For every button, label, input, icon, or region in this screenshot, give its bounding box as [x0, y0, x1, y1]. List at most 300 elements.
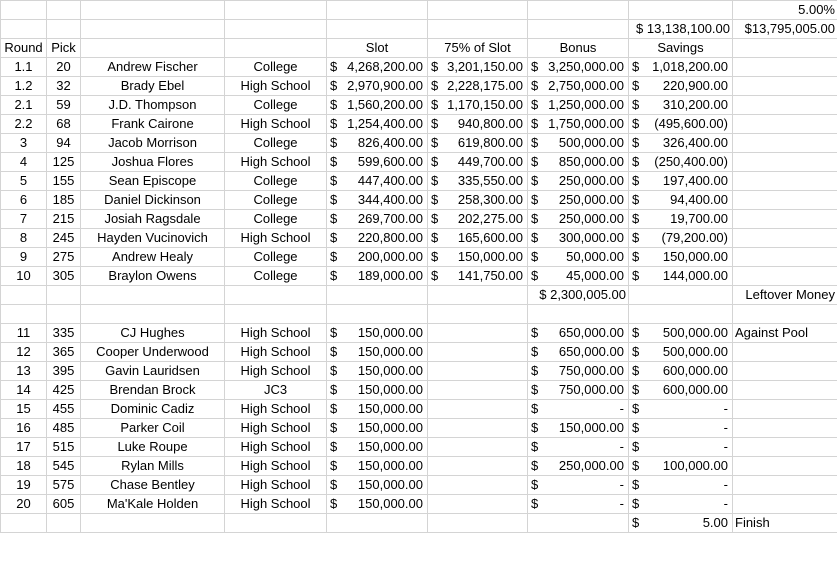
note-cell[interactable]	[733, 343, 837, 362]
round-cell[interactable]: 6	[1, 191, 47, 210]
note-cell[interactable]: Against Pool	[733, 324, 837, 343]
player-name-cell[interactable]: CJ Hughes	[81, 324, 225, 343]
pick-cell[interactable]: 335	[47, 324, 81, 343]
savings-cell[interactable]	[629, 58, 733, 77]
empty-cell[interactable]	[629, 1, 733, 20]
pct-slot-cell[interactable]	[428, 229, 528, 248]
savings-cell[interactable]	[629, 115, 733, 134]
empty-cell[interactable]	[81, 1, 225, 20]
pct-slot-cell[interactable]	[428, 191, 528, 210]
empty-cell[interactable]	[327, 286, 428, 305]
pick-cell[interactable]: 545	[47, 457, 81, 476]
col-header-round[interactable]: Round	[1, 39, 47, 58]
bonus-cell[interactable]	[528, 381, 629, 400]
note-cell[interactable]	[733, 362, 837, 381]
player-name-cell[interactable]: Cooper Underwood	[81, 343, 225, 362]
empty-cell[interactable]	[733, 115, 837, 134]
currency-symbol: $	[431, 173, 439, 188]
player-name-cell[interactable]: Josiah Ragsdale	[81, 210, 225, 229]
pct-slot-cell[interactable]	[428, 248, 528, 267]
bonus-cell[interactable]	[528, 153, 629, 172]
school-cell[interactable]: High School	[225, 438, 327, 457]
school-cell[interactable]: High School	[225, 324, 327, 343]
round-cell[interactable]: 15	[1, 400, 47, 419]
currency-symbol: $	[531, 439, 539, 454]
school-cell[interactable]: College	[225, 172, 327, 191]
currency-symbol: $	[632, 439, 640, 454]
school-cell[interactable]: College	[225, 267, 327, 286]
round-cell[interactable]: 14	[1, 381, 47, 400]
note-cell[interactable]	[733, 476, 837, 495]
round-cell[interactable]: 2.2	[1, 115, 47, 134]
school-cell[interactable]: College	[225, 210, 327, 229]
savings-cell[interactable]	[629, 495, 733, 514]
savings-cell[interactable]	[629, 476, 733, 495]
bonus-subtotal-cell[interactable]: $ 2,300,005.00	[528, 286, 629, 305]
player-name-cell[interactable]: Ma'Kale Holden	[81, 495, 225, 514]
amount: 197,400.00	[662, 173, 728, 188]
slot-cell[interactable]	[327, 343, 428, 362]
school-cell[interactable]: High School	[225, 457, 327, 476]
currency-symbol: $	[330, 496, 338, 511]
empty-cell[interactable]	[225, 305, 327, 324]
savings-cell[interactable]	[629, 438, 733, 457]
school-cell[interactable]: High School	[225, 115, 327, 134]
pick-cell[interactable]: 59	[47, 96, 81, 115]
col-header-slot[interactable]: Slot	[327, 39, 428, 58]
empty-cell[interactable]	[81, 20, 225, 39]
pick-cell[interactable]: 275	[47, 248, 81, 267]
empty-cell[interactable]	[81, 514, 225, 533]
bonus-cell[interactable]	[528, 172, 629, 191]
pick-cell[interactable]: 575	[47, 476, 81, 495]
col-header-75pct[interactable]: 75% of Slot	[428, 39, 528, 58]
round-cell[interactable]: 5	[1, 172, 47, 191]
currency-symbol: $	[531, 458, 539, 473]
currency-symbol: $	[632, 192, 640, 207]
bonus-cell[interactable]	[528, 115, 629, 134]
empty-cell[interactable]	[327, 1, 428, 20]
empty-cell[interactable]	[47, 286, 81, 305]
pick-cell[interactable]: 395	[47, 362, 81, 381]
empty-cell[interactable]	[733, 267, 837, 286]
pick-cell[interactable]: 68	[47, 115, 81, 134]
bonus-cell[interactable]	[528, 248, 629, 267]
bonus-cell[interactable]	[528, 419, 629, 438]
currency-symbol: $	[632, 401, 640, 416]
school-cell[interactable]: High School	[225, 362, 327, 381]
bonus-cell[interactable]	[528, 229, 629, 248]
player-name-cell[interactable]: J.D. Thompson	[81, 96, 225, 115]
slot-cell[interactable]	[327, 324, 428, 343]
currency-symbol: $	[632, 154, 640, 169]
school-cell[interactable]: High School	[225, 77, 327, 96]
note-cell[interactable]	[733, 381, 837, 400]
school-cell[interactable]: High School	[225, 343, 327, 362]
col-header-bonus[interactable]: Bonus	[528, 39, 629, 58]
currency-symbol: $	[330, 230, 338, 245]
pick-cell[interactable]: 245	[47, 229, 81, 248]
slot-cell[interactable]	[327, 210, 428, 229]
savings-cell[interactable]	[629, 77, 733, 96]
round-cell[interactable]: 4	[1, 153, 47, 172]
empty-cell[interactable]	[733, 210, 837, 229]
bonus-cell[interactable]	[528, 267, 629, 286]
school-cell[interactable]: College	[225, 96, 327, 115]
currency-symbol: $	[330, 116, 338, 131]
empty-cell[interactable]	[733, 191, 837, 210]
col-header-name[interactable]	[81, 39, 225, 58]
pick-cell[interactable]: 365	[47, 343, 81, 362]
amount: (250,400.00)	[654, 154, 728, 169]
pct-slot-cell[interactable]	[428, 210, 528, 229]
bonus-cell[interactable]	[528, 134, 629, 153]
slot-cell[interactable]	[327, 115, 428, 134]
round-cell[interactable]: 2.1	[1, 96, 47, 115]
slot-cell[interactable]	[327, 476, 428, 495]
slot-cell[interactable]	[327, 153, 428, 172]
player-row	[1, 134, 837, 153]
empty-cell[interactable]	[428, 438, 528, 457]
savings-cell[interactable]	[629, 267, 733, 286]
note-cell[interactable]	[733, 438, 837, 457]
player-row	[1, 400, 837, 419]
currency-symbol: $	[330, 135, 338, 150]
pick-cell[interactable]: 455	[47, 400, 81, 419]
amount: 335,550.00	[457, 173, 523, 188]
pct-slot-cell[interactable]	[428, 77, 528, 96]
amount: 3,250,000.00	[548, 59, 624, 74]
empty-cell[interactable]	[81, 305, 225, 324]
final-savings-cell[interactable]	[629, 514, 733, 533]
slot-cell[interactable]	[327, 96, 428, 115]
player-name-cell[interactable]: Braylon Owens	[81, 267, 225, 286]
currency-symbol: $	[531, 249, 539, 264]
school-cell[interactable]: High School	[225, 153, 327, 172]
slot-cell[interactable]	[327, 172, 428, 191]
empty-cell[interactable]	[225, 1, 327, 20]
player-name-cell[interactable]: Andrew Fischer	[81, 58, 225, 77]
school-cell[interactable]: High School	[225, 400, 327, 419]
col-header-savings[interactable]: Savings	[629, 39, 733, 58]
bonus-cell[interactable]	[528, 495, 629, 514]
savings-cell[interactable]	[629, 229, 733, 248]
pct-slot-cell[interactable]	[428, 153, 528, 172]
empty-cell[interactable]	[428, 20, 528, 39]
empty-cell[interactable]	[733, 77, 837, 96]
empty-cell[interactable]	[1, 1, 47, 20]
empty-cell[interactable]	[528, 305, 629, 324]
currency-symbol: $	[431, 268, 439, 283]
round-cell[interactable]: 13	[1, 362, 47, 381]
slot-cell[interactable]	[327, 438, 428, 457]
round-cell[interactable]: 8	[1, 229, 47, 248]
empty-cell[interactable]	[428, 457, 528, 476]
bonus-cell[interactable]	[528, 457, 629, 476]
pct-slot-cell[interactable]	[428, 58, 528, 77]
currency-symbol: $	[531, 268, 539, 283]
pick-cell[interactable]: 155	[47, 172, 81, 191]
slot-cell[interactable]	[327, 419, 428, 438]
player-name-cell[interactable]: Joshua Flores	[81, 153, 225, 172]
empty-cell[interactable]	[733, 305, 837, 324]
bonus-cell[interactable]	[528, 476, 629, 495]
round-cell[interactable]: 20	[1, 495, 47, 514]
school-cell[interactable]: High School	[225, 495, 327, 514]
player-name-cell[interactable]: Brendan Brock	[81, 381, 225, 400]
grand-total-cell[interactable]: $13,795,005.00	[733, 20, 837, 39]
pick-cell[interactable]: 605	[47, 495, 81, 514]
bonus-cell[interactable]	[528, 96, 629, 115]
school-cell[interactable]: High School	[225, 229, 327, 248]
note-cell[interactable]: Leftover Money	[733, 286, 837, 305]
empty-cell[interactable]	[733, 248, 837, 267]
empty-cell[interactable]	[428, 495, 528, 514]
savings-cell[interactable]	[629, 134, 733, 153]
player-name-cell[interactable]: Gavin Lauridsen	[81, 362, 225, 381]
empty-cell[interactable]	[428, 514, 528, 533]
pct-slot-cell[interactable]	[428, 96, 528, 115]
empty-cell[interactable]	[733, 39, 837, 58]
bonus-cell[interactable]	[528, 324, 629, 343]
player-name-cell[interactable]: Frank Cairone	[81, 115, 225, 134]
amount: 1,560,200.00	[347, 97, 423, 112]
currency-symbol: $	[330, 363, 338, 378]
player-name-cell[interactable]: Brady Ebel	[81, 77, 225, 96]
slot-cell[interactable]	[327, 457, 428, 476]
slot-cell[interactable]	[327, 381, 428, 400]
player-row	[1, 172, 837, 191]
amount: 150,000.00	[558, 420, 624, 435]
amount: 150,000.00	[457, 249, 523, 264]
pick-cell[interactable]: 20	[47, 58, 81, 77]
empty-cell[interactable]	[47, 514, 81, 533]
savings-total-cell[interactable]: $ 13,138,100.00	[629, 20, 733, 39]
savings-cell[interactable]	[629, 343, 733, 362]
pct-slot-cell[interactable]	[428, 172, 528, 191]
player-name-cell[interactable]: Sean Episcope	[81, 172, 225, 191]
pick-cell[interactable]: 125	[47, 153, 81, 172]
savings-cell[interactable]	[629, 362, 733, 381]
slot-cell[interactable]	[327, 248, 428, 267]
pct-slot-cell[interactable]	[428, 134, 528, 153]
player-name-cell[interactable]: Chase Bentley	[81, 476, 225, 495]
currency-symbol: $	[330, 78, 338, 93]
currency-symbol: $	[330, 344, 338, 359]
currency-symbol: $	[632, 211, 640, 226]
player-name-cell[interactable]: Dominic Cadiz	[81, 400, 225, 419]
round-cell[interactable]: 1.1	[1, 58, 47, 77]
school-cell[interactable]: High School	[225, 419, 327, 438]
round-cell[interactable]: 17	[1, 438, 47, 457]
savings-cell[interactable]	[629, 172, 733, 191]
slot-cell[interactable]	[327, 267, 428, 286]
empty-cell[interactable]	[428, 1, 528, 20]
slot-cell[interactable]	[327, 134, 428, 153]
round-cell[interactable]: 9	[1, 248, 47, 267]
savings-cell[interactable]	[629, 153, 733, 172]
bonus-cell[interactable]	[528, 58, 629, 77]
empty-cell[interactable]	[47, 20, 81, 39]
school-cell[interactable]: College	[225, 58, 327, 77]
amount: 150,000.00	[662, 249, 728, 264]
savings-cell[interactable]	[629, 210, 733, 229]
savings-cell[interactable]	[629, 324, 733, 343]
percent-cell[interactable]: 5.00%	[733, 1, 837, 20]
amount: 202,275.00	[457, 211, 523, 226]
empty-cell[interactable]	[528, 1, 629, 20]
empty-cell[interactable]	[428, 324, 528, 343]
empty-cell[interactable]	[733, 58, 837, 77]
slot-cell[interactable]	[327, 58, 428, 77]
slot-cell[interactable]	[327, 77, 428, 96]
empty-cell[interactable]	[428, 362, 528, 381]
note-cell[interactable]	[733, 457, 837, 476]
pick-cell[interactable]: 485	[47, 419, 81, 438]
col-header-pick[interactable]: Pick	[47, 39, 81, 58]
currency-symbol: $	[330, 249, 338, 264]
empty-cell[interactable]	[528, 514, 629, 533]
bonus-cell[interactable]	[528, 191, 629, 210]
slot-cell[interactable]	[327, 495, 428, 514]
final-row	[1, 514, 837, 533]
currency-symbol: $	[431, 78, 439, 93]
empty-cell[interactable]	[629, 286, 733, 305]
round-cell[interactable]: 10	[1, 267, 47, 286]
pct-slot-cell[interactable]	[428, 115, 528, 134]
empty-cell[interactable]	[733, 172, 837, 191]
empty-cell[interactable]	[428, 400, 528, 419]
amount: 3,201,150.00	[447, 59, 523, 74]
round-cell[interactable]: 16	[1, 419, 47, 438]
empty-cell[interactable]	[733, 134, 837, 153]
empty-cell[interactable]	[629, 305, 733, 324]
slot-cell[interactable]	[327, 191, 428, 210]
savings-cell[interactable]	[629, 248, 733, 267]
empty-cell[interactable]	[428, 286, 528, 305]
round-cell[interactable]: 18	[1, 457, 47, 476]
savings-cell[interactable]	[629, 96, 733, 115]
amount: 310,200.00	[662, 97, 728, 112]
pick-cell[interactable]: 32	[47, 77, 81, 96]
round-cell[interactable]: 12	[1, 343, 47, 362]
empty-cell[interactable]	[81, 286, 225, 305]
amount: 150,000.00	[357, 325, 423, 340]
player-name-cell[interactable]: Parker Coil	[81, 419, 225, 438]
empty-cell[interactable]	[428, 476, 528, 495]
bonus-cell[interactable]	[528, 77, 629, 96]
bonus-cell[interactable]	[528, 210, 629, 229]
savings-cell[interactable]	[629, 419, 733, 438]
amount: 447,400.00	[357, 173, 423, 188]
empty-cell[interactable]	[428, 305, 528, 324]
player-name-cell[interactable]: Rylan Mills	[81, 457, 225, 476]
empty-cell[interactable]	[528, 20, 629, 39]
bonus-cell[interactable]	[528, 438, 629, 457]
bonus-cell[interactable]	[528, 400, 629, 419]
col-header-school[interactable]	[225, 39, 327, 58]
round-cell[interactable]: 3	[1, 134, 47, 153]
empty-cell[interactable]	[1, 514, 47, 533]
savings-cell[interactable]	[629, 400, 733, 419]
savings-cell[interactable]	[629, 191, 733, 210]
savings-cell[interactable]	[629, 381, 733, 400]
empty-cell[interactable]	[47, 1, 81, 20]
empty-cell[interactable]	[428, 419, 528, 438]
currency-symbol: $	[632, 116, 640, 131]
school-cell[interactable]: College	[225, 191, 327, 210]
player-name-cell[interactable]: Andrew Healy	[81, 248, 225, 267]
school-cell[interactable]: JC3	[225, 381, 327, 400]
bonus-cell[interactable]	[528, 362, 629, 381]
amount: 94,400.00	[670, 192, 728, 207]
note-cell[interactable]	[733, 495, 837, 514]
slot-cell[interactable]	[327, 362, 428, 381]
round-cell[interactable]: 1.2	[1, 77, 47, 96]
empty-cell[interactable]	[1, 286, 47, 305]
empty-cell[interactable]	[428, 381, 528, 400]
empty-cell[interactable]	[428, 343, 528, 362]
pct-slot-cell[interactable]	[428, 267, 528, 286]
round-cell[interactable]: 11	[1, 324, 47, 343]
note-cell[interactable]	[733, 419, 837, 438]
empty-cell[interactable]	[47, 305, 81, 324]
empty-cell[interactable]	[733, 153, 837, 172]
note-cell[interactable]: Finish	[733, 514, 837, 533]
empty-cell[interactable]	[225, 514, 327, 533]
bonus-cell[interactable]	[528, 343, 629, 362]
empty-cell[interactable]	[225, 286, 327, 305]
empty-cell[interactable]	[327, 305, 428, 324]
empty-cell[interactable]	[733, 229, 837, 248]
amount: 1,254,400.00	[347, 116, 423, 131]
amount: 250,000.00	[558, 192, 624, 207]
slot-cell[interactable]	[327, 400, 428, 419]
note-cell[interactable]	[733, 400, 837, 419]
amount: 344,400.00	[357, 192, 423, 207]
player-name-cell[interactable]: Hayden Vucinovich	[81, 229, 225, 248]
round-cell[interactable]: 19	[1, 476, 47, 495]
empty-cell[interactable]	[327, 514, 428, 533]
empty-cell[interactable]	[733, 96, 837, 115]
amount: 600,000.00	[662, 363, 728, 378]
school-cell[interactable]: College	[225, 248, 327, 267]
player-name-cell[interactable]: Jacob Morrison	[81, 134, 225, 153]
player-row	[1, 381, 837, 400]
pick-cell[interactable]: 215	[47, 210, 81, 229]
currency-symbol: $	[330, 477, 338, 492]
school-cell[interactable]: College	[225, 134, 327, 153]
empty-cell[interactable]	[1, 305, 47, 324]
round-cell[interactable]: 7	[1, 210, 47, 229]
currency-symbol: $	[330, 382, 338, 397]
pick-cell[interactable]: 515	[47, 438, 81, 457]
player-row	[1, 77, 837, 96]
player-name-cell[interactable]: Luke Roupe	[81, 438, 225, 457]
savings-cell[interactable]	[629, 457, 733, 476]
empty-cell[interactable]	[327, 20, 428, 39]
empty-cell[interactable]	[1, 20, 47, 39]
slot-cell[interactable]	[327, 229, 428, 248]
amount: -	[723, 420, 728, 435]
pick-cell[interactable]: 185	[47, 191, 81, 210]
player-name-cell[interactable]: Daniel Dickinson	[81, 191, 225, 210]
pick-cell[interactable]: 305	[47, 267, 81, 286]
pick-cell[interactable]: 94	[47, 134, 81, 153]
empty-cell[interactable]	[225, 20, 327, 39]
school-cell[interactable]: High School	[225, 476, 327, 495]
pick-cell[interactable]: 425	[47, 381, 81, 400]
